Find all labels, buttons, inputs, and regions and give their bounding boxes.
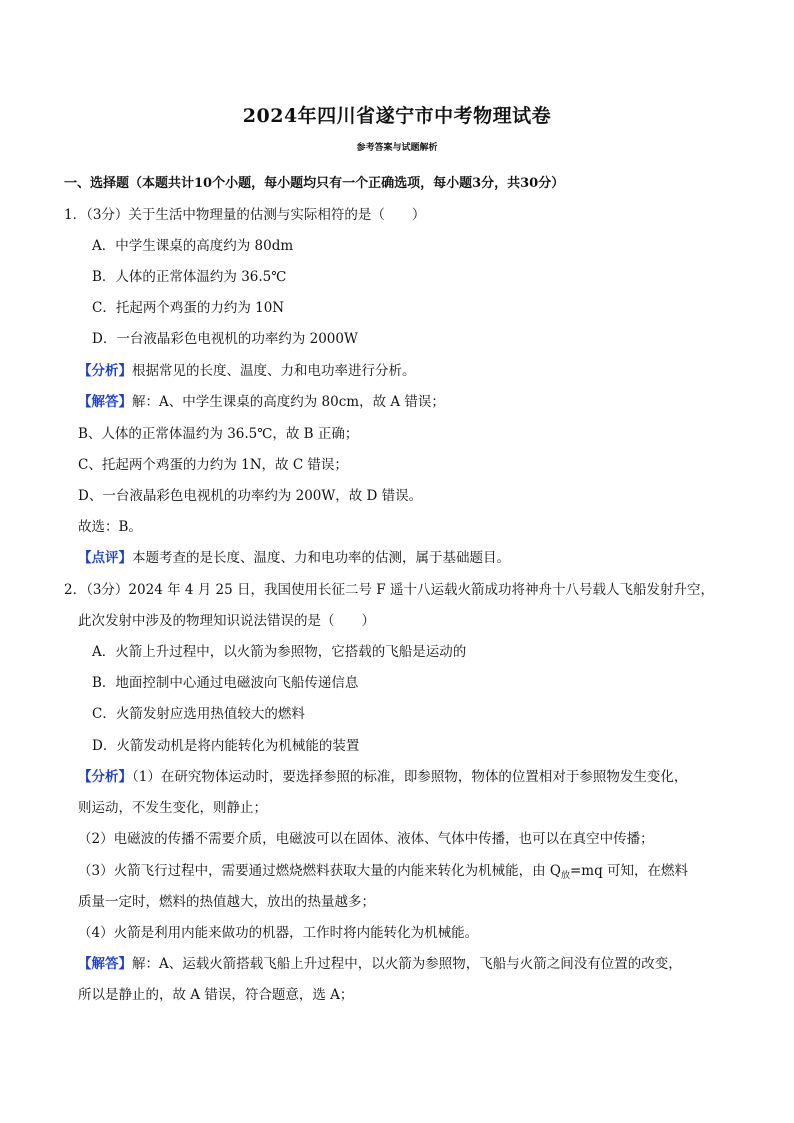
q1-answer-b: B、人体的正常体温约为 36.5℃，故 B 正确； <box>78 426 359 442</box>
q2-analysis-3 <box>78 862 688 885</box>
q1-answer-text: 解：A、中学生课桌的高度约为 80cm，故 A 错误； <box>132 394 445 410</box>
q2-analysis-1 <box>78 768 687 786</box>
q1-option-d: D．一台液晶彩色电视机的功率约为 2000W <box>92 331 358 347</box>
q2-analysis-3-line2: 质量一定时，燃料的热值越大，放出的热量越多； <box>78 894 375 910</box>
q2-answer-line2: 所以是静止的，故 A 错误，符合题意，选 A； <box>78 987 354 1003</box>
q2-answer-text: 解：A、运载火箭搭载飞船上升过程中，以火箭为参照物，飞船与火箭之间没有位置的改变， <box>132 956 682 972</box>
q2-analysis-3-subscript: 放 <box>560 871 570 881</box>
q1-comment <box>78 549 510 567</box>
q1-option-a: A．中学生课桌的高度约为 80dm <box>92 238 294 254</box>
analysis-tag: 【分析】 <box>78 769 132 785</box>
q2-option-a: A．火箭上升过程中，以火箭为参照物，它搭载的飞船是运动的 <box>92 644 467 660</box>
q2-stem-line2: 此次发射中涉及的物理知识说法错误的是（ ） <box>78 613 375 629</box>
q2-analysis-3-pre: （3）火箭飞行过程中，需要通过燃烧燃料获取大量的内能来转化为机械能，由 Q <box>78 863 561 879</box>
q1-answer-c: C、托起两个鸡蛋的力约为 1N，故 C 错误； <box>78 457 348 473</box>
q2-analysis-1-text: （1）在研究物体运动时，要选择参照的标准，即参照物，物体的位置相对于参照物发生变化， <box>132 769 688 785</box>
q1-option-b: B．人体的正常体温约为 36.5℃ <box>92 269 287 285</box>
q1-analysis <box>78 362 416 380</box>
document-subtitle: 参考答案与试题解析 <box>356 143 438 153</box>
answer-tag: 【解答】 <box>78 394 132 410</box>
document-title: 2024年四川省遂宁市中考物理试卷 <box>242 105 552 127</box>
q1-stem: 1．（3分）关于生活中物理量的估测与实际相符的是（ ） <box>64 207 426 223</box>
q2-stem-line1: 2．（3分）2024 年 4 月 25 日，我国使用长征二号 F 遥十八运载火箭成功将神舟十八号载人飞船发射升空， <box>64 582 714 598</box>
comment-tag: 【点评】 <box>78 550 132 566</box>
section-heading: 一、选择题（本题共计10个小题，每小题均只有一个正确选项，每小题3分，共30分） <box>64 176 565 191</box>
q2-analysis-1-line2: 则运动，不发生变化，则静止； <box>78 800 267 816</box>
q1-answer-d: D、一台液晶彩色电视机的功率约为 200W，故 D 错误。 <box>78 488 423 504</box>
q1-choice: 故选：B。 <box>78 519 142 535</box>
q1-option-c: C．托起两个鸡蛋的力约为 10N <box>92 300 285 316</box>
q2-option-b: B．地面控制中心通过电磁波向飞船传递信息 <box>92 675 359 691</box>
q2-answer <box>78 955 682 973</box>
answer-tag: 【解答】 <box>78 956 132 972</box>
q2-option-c: C．火箭发射应选用热值较大的燃料 <box>92 706 305 722</box>
q2-analysis-4: （4）火箭是利用内能来做功的机器，工作时将内能转化为机械能。 <box>78 925 479 941</box>
analysis-tag: 【分析】 <box>78 363 132 379</box>
q1-analysis-text: 根据常见的长度、温度、力和电功率进行分析。 <box>132 363 416 379</box>
q1-answer <box>78 393 445 411</box>
q2-option-d: D．火箭发动机是将内能转化为机械能的装置 <box>92 738 360 754</box>
q1-comment-text: 本题考查的是长度、温度、力和电功率的估测，属于基础题目。 <box>132 550 510 566</box>
q2-analysis-2: （2）电磁波的传播不需要介质，电磁波可以在固体、液体、气体中传播，也可以在真空中传播； <box>78 831 654 847</box>
q2-analysis-3-post: =mq 可知，在燃料 <box>569 863 689 879</box>
